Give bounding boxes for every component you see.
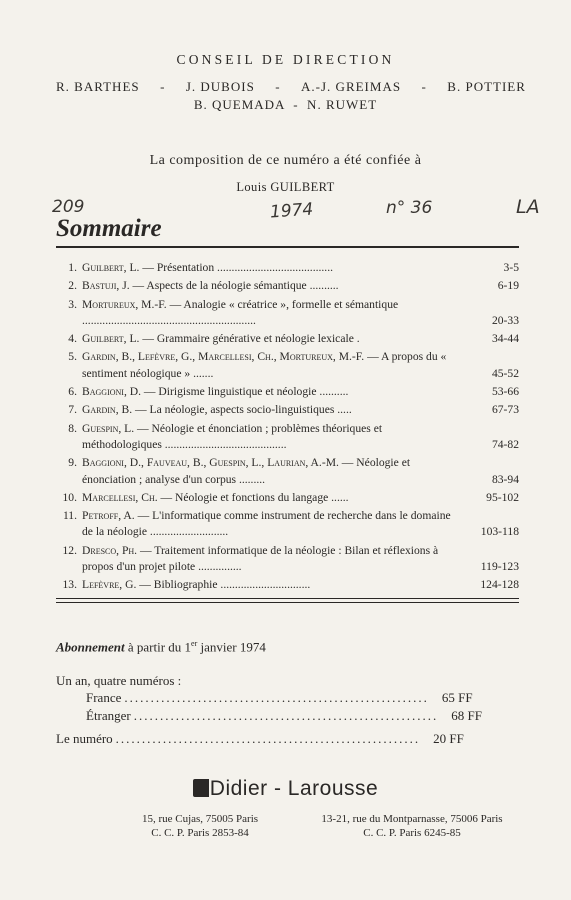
toc-number: 1. xyxy=(68,261,77,274)
separator: - xyxy=(275,79,281,94)
toc-text: — Néologie et énonciation ; analyse d'un corpus ......... xyxy=(82,456,411,486)
council-member: B. POTTIER xyxy=(447,79,526,94)
toc-entry xyxy=(56,455,519,488)
toc-author: Lefèvre, G. xyxy=(82,578,137,592)
toc-pages: 103-118 xyxy=(480,525,519,539)
toc-number: 8. xyxy=(68,421,77,435)
toc-number: 6. xyxy=(68,385,77,399)
council-member: A.-J. GREIMAS xyxy=(301,79,402,94)
toc-number: 3. xyxy=(68,297,77,311)
publisher-logo xyxy=(0,777,571,801)
toc-author: Mortureux, M.-F. xyxy=(82,297,167,311)
council-members-line1 xyxy=(56,79,526,95)
subscription-date: janvier 1974 xyxy=(197,639,266,655)
toc-author: Guespin, L. xyxy=(82,421,135,435)
toc-number: 2. xyxy=(68,279,77,293)
toc-title xyxy=(82,331,459,347)
price-row-single xyxy=(56,731,464,747)
book-icon xyxy=(193,779,209,797)
toc-pages: 119-123 xyxy=(480,560,519,574)
toc-pages: 3-5 xyxy=(503,261,519,274)
subscription-heading xyxy=(56,639,266,655)
toc-entry xyxy=(56,543,519,576)
address-line: C. C. P. Paris 6245-85 xyxy=(363,827,461,839)
composition-text: La composition de ce numéro a été confiée à xyxy=(149,153,422,168)
price-value: 20 FF xyxy=(433,731,464,746)
leader-dots: .......................................................... xyxy=(124,690,429,705)
leader-dots: .......................................................... xyxy=(115,731,421,746)
council-member: R. BARTHES xyxy=(56,79,140,94)
toc-title xyxy=(82,402,459,418)
address-line: 13-21, rue du Montparnasse, 75006 Paris xyxy=(321,813,503,825)
toc-author: Petroff, A. xyxy=(82,509,135,523)
toc-number: 10. xyxy=(62,490,77,504)
toc-number: 5. xyxy=(68,350,77,364)
toc-author: Dresco, Ph. xyxy=(82,543,138,557)
subscription-sup: er xyxy=(191,639,198,648)
publisher-address-left xyxy=(120,812,280,840)
toc-title xyxy=(82,349,459,382)
toc-entry xyxy=(56,297,519,330)
toc-entry xyxy=(56,384,519,400)
toc-author: Marcellesi, Ch. xyxy=(82,490,158,504)
toc-entry xyxy=(56,349,519,382)
toc-text: — Analogie « créatrice », formelle et sémantique ............................................................ xyxy=(82,297,399,327)
divider xyxy=(56,602,519,603)
publisher-address-right xyxy=(292,812,532,840)
subscription-from: à partir du 1 xyxy=(124,639,192,655)
toc-title xyxy=(82,421,459,454)
toc-text: — Dirigisme linguistique et néologie .......... xyxy=(141,385,349,399)
toc-pages: 45-52 xyxy=(491,366,519,380)
subscription-label: Abonnement xyxy=(56,639,125,655)
toc-text: — Néologie et énonciation ; problèmes théoriques et méthodologiques .......................................... xyxy=(82,421,383,451)
price-label: Le numéro xyxy=(56,731,113,746)
toc-text: — Grammaire générative et néologie lexicale . xyxy=(139,332,360,346)
toc-pages: 67-73 xyxy=(491,403,519,417)
price-label: Étranger xyxy=(86,708,131,723)
price-value: 68 FF xyxy=(451,708,482,723)
handwritten-note: LA xyxy=(516,196,540,218)
toc-title xyxy=(82,278,459,294)
council-member: J. DUBOIS xyxy=(185,79,255,94)
toc-entry xyxy=(56,421,519,454)
divider xyxy=(56,598,519,599)
toc-text: — Aspects de la néologie sémantique .......... xyxy=(129,279,339,293)
toc-text: M.-F. — A propos du « sentiment néologique » ....... xyxy=(82,350,447,380)
toc-pages: 83-94 xyxy=(491,472,519,486)
toc-author: Gardin, B. xyxy=(82,403,133,417)
price-value: 65 FF xyxy=(441,690,473,705)
address-line: C. C. P. Paris 2853-84 xyxy=(151,827,249,839)
toc-entry xyxy=(56,508,519,541)
toc-author: Guilbert, L. xyxy=(82,261,140,274)
toc-entry xyxy=(56,402,519,418)
toc-author: Gardin, B., Lefèvre, G., Marcellesi, Ch., Mortureux, xyxy=(82,350,336,364)
handwritten-note: 209 xyxy=(52,197,85,217)
toc-entry xyxy=(56,260,519,276)
toc-title xyxy=(82,260,459,276)
toc-pages: 124-128 xyxy=(480,578,519,592)
toc-entry xyxy=(56,331,519,347)
toc-author: Baggioni, D. xyxy=(82,385,142,399)
toc-text: — Bibliographie ............................... xyxy=(136,578,311,592)
issue-editor: Louis GUILBERT xyxy=(236,180,335,194)
toc-title xyxy=(82,384,459,400)
toc-pages: 20-33 xyxy=(491,313,519,327)
toc-author: Guilbert, L. xyxy=(82,332,140,346)
separator: - xyxy=(160,79,166,94)
toc-author: Bastuji, J. xyxy=(82,279,130,293)
sommaire-heading: Sommaire xyxy=(56,215,162,242)
handwritten-note: n° 36 xyxy=(386,198,433,218)
publisher-name: Didier - Larousse xyxy=(209,777,379,800)
leader-dots: .......................................................... xyxy=(133,708,439,723)
toc-pages: 74-82 xyxy=(491,437,519,451)
toc-text: — Présentation ........................................ xyxy=(139,261,333,274)
toc-author: Baggioni, D., Fauveau, B., Guespin, L., Laurian, A.-M. xyxy=(82,456,339,470)
toc-text: — Néologie et fonctions du langage ...... xyxy=(157,490,349,504)
table-of-contents xyxy=(56,260,519,596)
toc-title xyxy=(82,490,459,506)
price-row-france xyxy=(86,690,473,706)
council-title: CONSEIL DE DIRECTION xyxy=(176,52,395,67)
toc-text: — L'informatique comme instrument de recherche dans le domaine de la néologie ........................... xyxy=(82,509,451,539)
divider xyxy=(56,246,519,248)
separator: - xyxy=(421,79,427,94)
toc-title xyxy=(82,508,459,541)
toc-entry xyxy=(56,278,519,294)
toc-number: 9. xyxy=(68,456,77,470)
toc-title xyxy=(82,297,459,330)
address-line: 15, rue Cujas, 75005 Paris xyxy=(141,813,259,825)
council-members-line2: B. QUEMADA - N. RUWET xyxy=(193,97,378,112)
toc-number: 7. xyxy=(68,403,77,417)
toc-pages: 53-66 xyxy=(491,385,519,399)
toc-entry xyxy=(56,577,519,593)
toc-text: — Traitement informatique de la néologie : Bilan et réflexions à propos d'un projet pilote ............... xyxy=(82,543,439,574)
price-label: France xyxy=(86,690,122,705)
subscription-year-line: Un an, quatre numéros : xyxy=(56,673,182,688)
toc-pages: 95-102 xyxy=(486,490,519,504)
toc-number: 11. xyxy=(62,509,77,523)
toc-number: 4. xyxy=(68,332,77,346)
handwritten-note: 1974 xyxy=(269,199,314,223)
toc-number: 12. xyxy=(62,543,77,557)
toc-title xyxy=(82,455,459,488)
toc-number: 13. xyxy=(62,578,77,592)
toc-pages: 34-44 xyxy=(491,332,519,346)
price-row-etranger xyxy=(86,708,482,724)
toc-pages: 6-19 xyxy=(497,279,519,293)
toc-entry xyxy=(56,490,519,506)
toc-title xyxy=(82,543,459,576)
toc-title xyxy=(82,577,459,593)
toc-text: — La néologie, aspects socio-linguistiques ..... xyxy=(132,403,352,417)
